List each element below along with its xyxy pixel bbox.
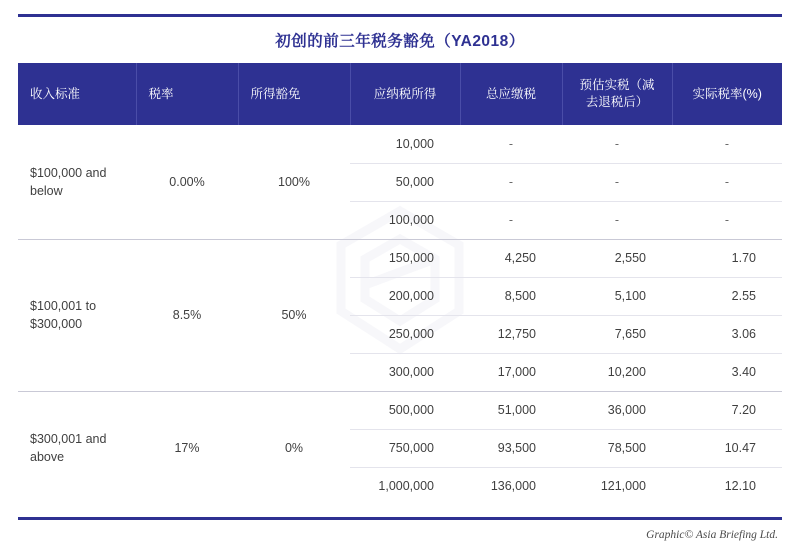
cell-net-tax: - <box>562 201 672 239</box>
cell-net-tax: 10,200 <box>562 353 672 391</box>
table-row <box>18 391 782 429</box>
col-effective-rate: 实际税率(%) <box>672 63 782 125</box>
cell-net-tax: 121,000 <box>562 467 672 505</box>
cell-chargeable-income: 1,000,000 <box>350 467 460 505</box>
cell-gross-tax: - <box>460 163 562 201</box>
cell-chargeable-income: 750,000 <box>350 429 460 467</box>
cell-effective-rate: 2.55 <box>672 277 782 315</box>
cell-tax-rate: 17% <box>136 391 238 505</box>
cell-tax-rate: 8.5% <box>136 239 238 391</box>
cell-chargeable-income: 200,000 <box>350 277 460 315</box>
header-row <box>18 63 782 125</box>
cell-gross-tax: 17,000 <box>460 353 562 391</box>
cell-income-band: $100,001 to $300,000 <box>18 239 136 391</box>
cell-gross-tax: 12,750 <box>460 315 562 353</box>
cell-chargeable-income: 250,000 <box>350 315 460 353</box>
cell-exemption: 0% <box>238 391 350 505</box>
cell-net-tax: 5,100 <box>562 277 672 315</box>
cell-chargeable-income: 50,000 <box>350 163 460 201</box>
col-chargeable-income: 应纳税所得 <box>350 63 460 125</box>
cell-effective-rate: - <box>672 163 782 201</box>
cell-net-tax: 78,500 <box>562 429 672 467</box>
cell-effective-rate: 3.06 <box>672 315 782 353</box>
cell-gross-tax: 136,000 <box>460 467 562 505</box>
cell-gross-tax: 8,500 <box>460 277 562 315</box>
table-row <box>18 239 782 277</box>
table-container <box>18 63 782 505</box>
credit-line: Graphic© Asia Briefing Ltd. <box>646 529 778 541</box>
cell-exemption: 100% <box>278 174 310 189</box>
tax-exemption-table <box>18 63 782 505</box>
table-header <box>18 63 782 125</box>
cell-gross-tax: 93,500 <box>460 429 562 467</box>
cell-effective-rate: - <box>672 201 782 239</box>
cell-exemption: 50% <box>238 239 350 391</box>
cell-gross-tax: 51,000 <box>460 391 562 429</box>
cell-income-band: $300,001 and above <box>18 391 136 505</box>
cell-gross-tax: 4,250 <box>460 239 562 277</box>
col-exemption: 所得豁免 <box>238 63 350 125</box>
cell-chargeable-income: 10,000 <box>395 136 434 151</box>
cell-gross-tax: - <box>508 136 514 151</box>
col-income-band: 收入标准 <box>18 63 136 125</box>
table-row <box>18 125 782 163</box>
table-body <box>18 125 782 505</box>
cell-chargeable-income: 300,000 <box>350 353 460 391</box>
cell-net-tax: - <box>562 163 672 201</box>
cell-net-tax: 36,000 <box>562 391 672 429</box>
cell-income-band: $100,000 and below <box>30 165 107 198</box>
cell-chargeable-income: 150,000 <box>350 239 460 277</box>
cell-net-tax: - <box>614 136 620 151</box>
cell-chargeable-income: 500,000 <box>350 391 460 429</box>
cell-gross-tax: - <box>460 201 562 239</box>
cell-effective-rate: 1.70 <box>672 239 782 277</box>
cell-effective-rate: - <box>724 136 730 151</box>
cell-net-tax: 7,650 <box>562 315 672 353</box>
cell-net-tax: 2,550 <box>562 239 672 277</box>
cell-effective-rate: 7.20 <box>672 391 782 429</box>
cell-chargeable-income: 100,000 <box>350 201 460 239</box>
cell-effective-rate: 10.47 <box>672 429 782 467</box>
col-net-tax: 预估实税（减去退税后） <box>562 63 672 125</box>
cell-effective-rate: 3.40 <box>672 353 782 391</box>
col-tax-rate: 税率 <box>136 63 238 125</box>
page-title: 初创的前三年税务豁免（YA2018） <box>275 33 525 50</box>
cell-tax-rate: 0.00% <box>169 174 205 189</box>
col-gross-tax: 总应缴税 <box>460 63 562 125</box>
cell-effective-rate: 12.10 <box>672 467 782 505</box>
